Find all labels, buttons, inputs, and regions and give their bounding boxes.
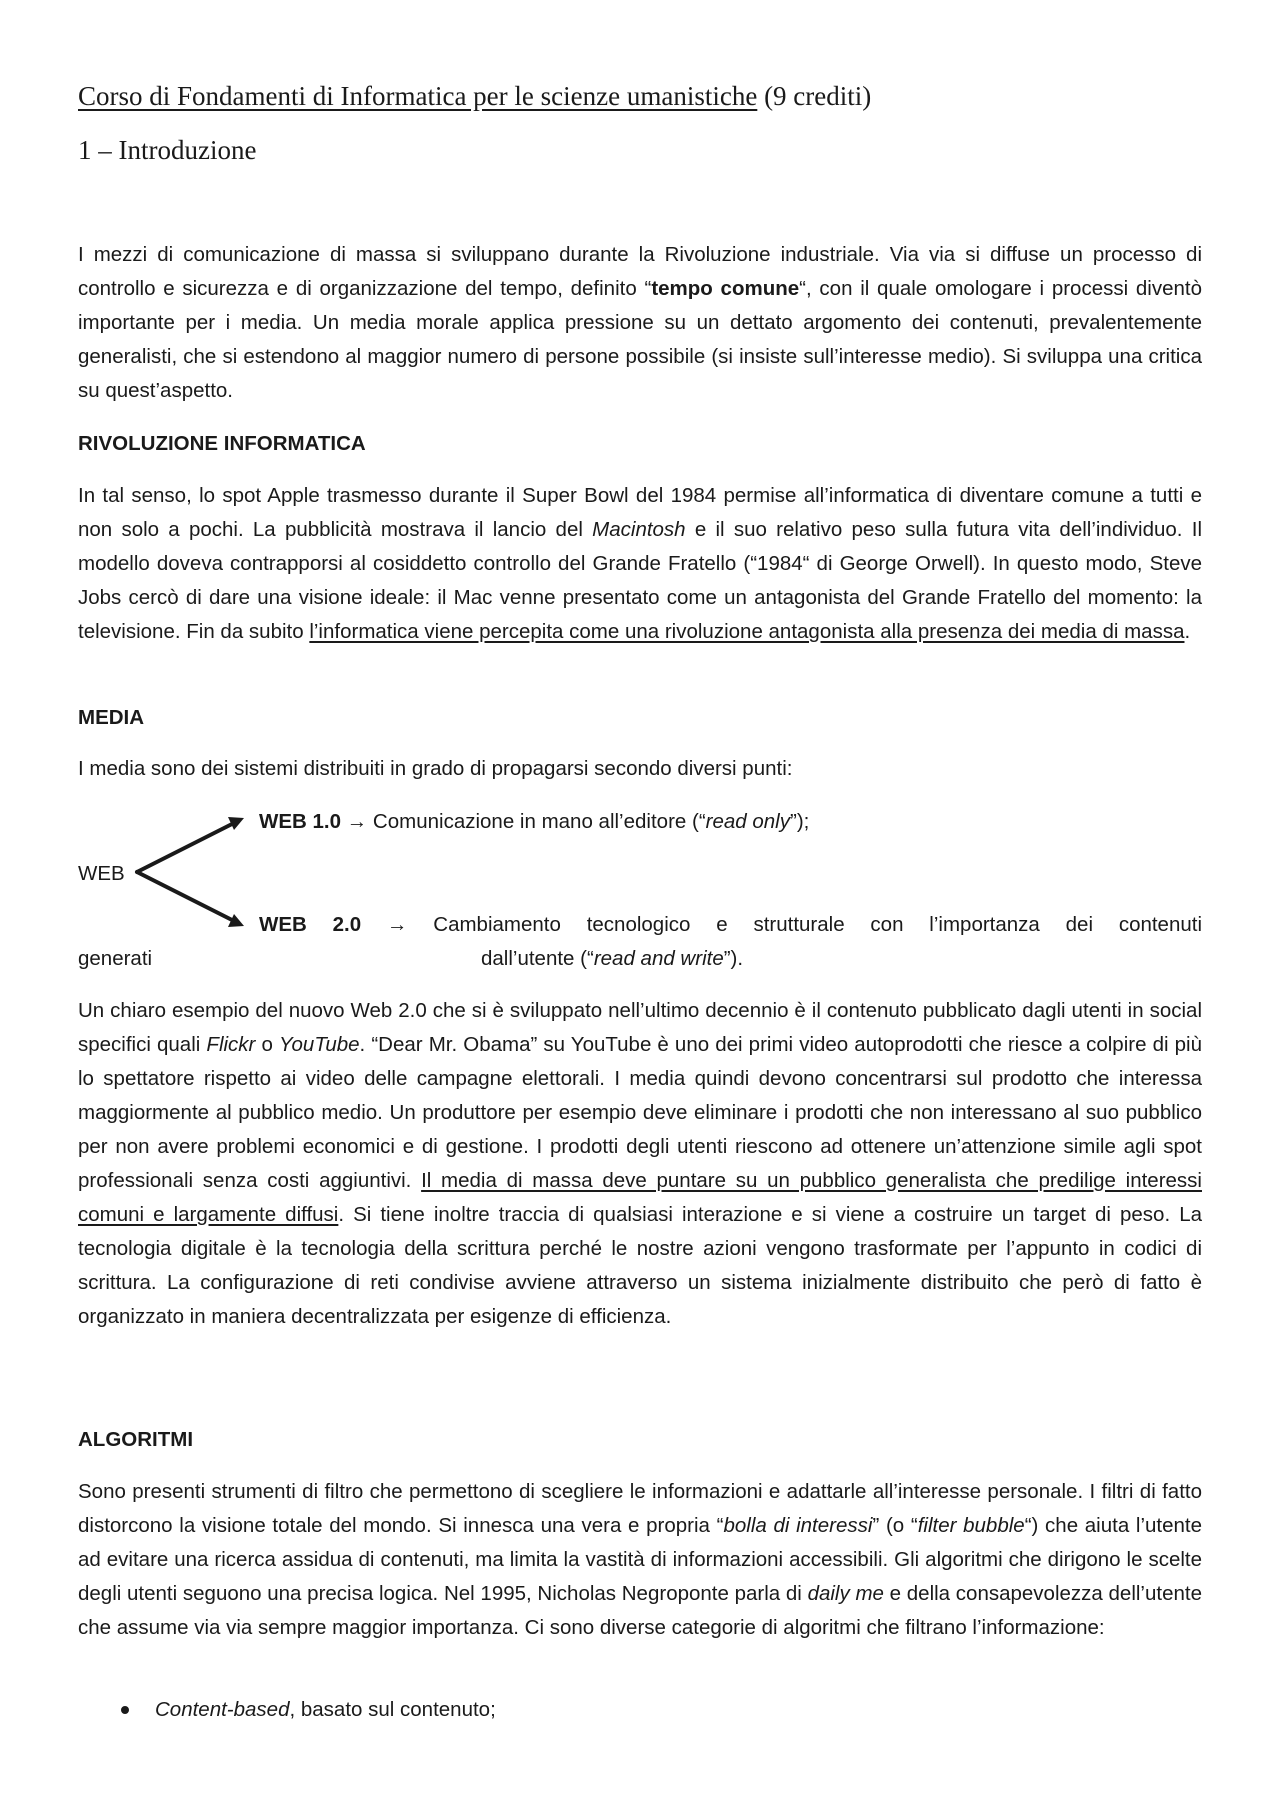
course-credits: (9 crediti)	[764, 81, 872, 111]
section-heading-algoritmi: ALGORITMI	[78, 1428, 194, 1451]
web2-word: tecnologico	[586, 913, 691, 936]
list-item	[155, 1693, 496, 1727]
web2-word: con	[870, 913, 904, 936]
branch-arrow-down	[137, 872, 236, 922]
intro-bold-term: tempo comune	[651, 277, 800, 300]
web2-word: Cambiamento	[433, 913, 561, 936]
web2-generati: generati	[78, 947, 153, 970]
rivoluzione-underlined: l’informatica viene percepita come una rivoluzione antagonista alla presenza dei media di massa	[309, 620, 1185, 643]
algoritmi-italic-1: bolla di interessi	[723, 1514, 873, 1537]
web2-label: WEB 2.0	[259, 913, 362, 936]
media-text-c: . Si tiene inoltre traccia di qualsiasi interazione e si viene a costruire un target di peso. La tecnologia digitale è la tecnologia della scrittura perché le nostre azioni vengono trasformate per l’appunto in codici di scrittura. La configurazione di reti condivise avviene attraverso un sistema inizialmente distribuito che però di fatto è organizzato in maniera decentralizzata per esigenze di efficienza.	[78, 1203, 1202, 1328]
algoritmi-italic-3: daily me	[807, 1582, 884, 1605]
bullet-text: , basato sul contenuto;	[289, 1698, 496, 1721]
media-underlined: Il media di massa deve puntare su un pubblico generalista che predilige interessi comuni e largamente diffusi	[78, 1169, 1202, 1226]
algoritmi-text-2: ” (o “	[872, 1514, 918, 1537]
web1-line	[259, 805, 809, 839]
branch-lines	[137, 822, 236, 922]
web1-italic: read only	[705, 810, 790, 833]
youtube-italic: YouTube	[278, 1033, 360, 1056]
web2-italic: read and write	[593, 947, 724, 970]
media-paragraph	[78, 994, 1202, 1334]
algoritmi-italic-2: filter bubble	[917, 1514, 1025, 1537]
algoritmi-paragraph	[78, 1475, 1202, 1645]
rivoluzione-end: .	[1184, 620, 1191, 643]
web2-word: e	[716, 913, 728, 936]
web2-word: contenuti	[1118, 913, 1203, 936]
web1-end: ”);	[790, 810, 810, 833]
web2-word: dei	[1065, 913, 1093, 936]
web-label: WEB	[78, 862, 125, 885]
algoritmi-text-4: e della consapevolezza dell’utente che assume via via sempre maggior importanza. Ci sono diverse categorie di algoritmi che filtrano l’informazione:	[78, 1582, 1202, 1639]
course-title: Corso di Fondamenti di Informatica per le scienze umanistiche	[78, 81, 758, 111]
web2-word: strutturale	[753, 913, 845, 936]
section-heading-rivoluzione: RIVOLUZIONE INFORMATICA	[78, 432, 366, 455]
web2-continuation	[481, 942, 743, 976]
branch-arrow-up	[137, 822, 236, 872]
rivoluzione-text-1: In tal senso, lo spot Apple trasmesso durante il Super Bowl del 1984 permise all’informatica di diventare comune a tutti e non solo a pochi. La pubblicità mostrava il lancio del	[78, 484, 1202, 541]
chapter-title: 1 – Introduzione	[78, 135, 257, 165]
intro-text-1: I mezzi di comunicazione di massa si sviluppano durante la Rivoluzione industriale. Via via si diffuse un processo di controllo e sicurezza e di organizzazione del tempo, definito “	[78, 243, 1202, 300]
web2-end: ”).	[723, 947, 744, 970]
bullet-italic: Content-based	[155, 1698, 290, 1721]
arrow-icon: →	[386, 913, 408, 936]
media-text-o: o	[255, 1033, 279, 1056]
web2-word: l’importanza	[929, 913, 1040, 936]
section-heading-media: MEDIA	[78, 706, 145, 729]
web2-cont-text: dall’utente (“	[481, 947, 594, 970]
rivoluzione-italic: Macintosh	[592, 518, 686, 541]
intro-text-2: “, con il quale omologare i processi diventò importante per i media. Un media morale applica pressione su un dettato argomento dei contenuti, prevalentemente generalisti, che si estendono al maggior numero di persone possibile (si insiste sull’interesse medio). Si sviluppa una critica su quest’aspetto.	[78, 277, 1203, 402]
bullet-icon	[121, 1706, 129, 1714]
media-text-b: . “Dear Mr. Obama” su YouTube è uno dei primi video autoprodotti che riesce a colpire di più lo spettatore rispetto ai video delle campagne elettorali. I media quindi devono concentrarsi sul prodotto che interessa maggiormente al pubblico medio. Un produttore per esempio deve eliminare i prodotti che non interessano al suo pubblico per non avere problemi economici e di gestione. I prodotti degli utenti riescono ad ottenere un’attenzione simile agli spot professionali senza costi aggiuntivi.	[78, 1033, 1202, 1192]
web1-label: WEB 1.0	[259, 810, 342, 833]
algoritmi-text-3: “) che aiuta l’utente ad evitare una ricerca assidua di contenuti, ma limita la vastità di informazioni accessibili. Gli algoritmi che dirigono le scelte degli utenti seguono una precisa logica. Nel 1995, Nicholas Negroponte parla di	[78, 1514, 1203, 1605]
web1-text: Comunicazione in mano all’editore (“	[367, 810, 706, 833]
rivoluzione-text-2: e il suo relativo peso sulla futura vita dell’individuo. Il modello doveva contrapporsi al cosiddetto controllo del Grande Fratello (“1984“ di George Orwell). In questo modo, Steve Jobs cercò di dare una visione ideale: il Mac venne presentato come un antagonista del Grande Fratello del momento: la televisione. Fin da subito	[78, 518, 1202, 643]
arrow-icon: →	[346, 810, 368, 833]
web2-line	[259, 908, 1202, 942]
media-text-a: Un chiaro esempio del nuovo Web 2.0 che si è sviluppato nell’ultimo decennio è il contenuto pubblicato dagli utenti in social specifici quali	[78, 999, 1202, 1056]
algoritmi-text-1: Sono presenti strumenti di filtro che permettono di scegliere le informazioni e adattarle all’interesse personale. I filtri di fatto distorcono la visione totale del mondo. Si innesca una vera e propria “	[78, 1480, 1202, 1537]
media-intro: I media sono dei sistemi distribuiti in grado di propagarsi secondo diversi punti:	[78, 757, 793, 780]
flickr-italic: Flickr	[206, 1033, 256, 1056]
